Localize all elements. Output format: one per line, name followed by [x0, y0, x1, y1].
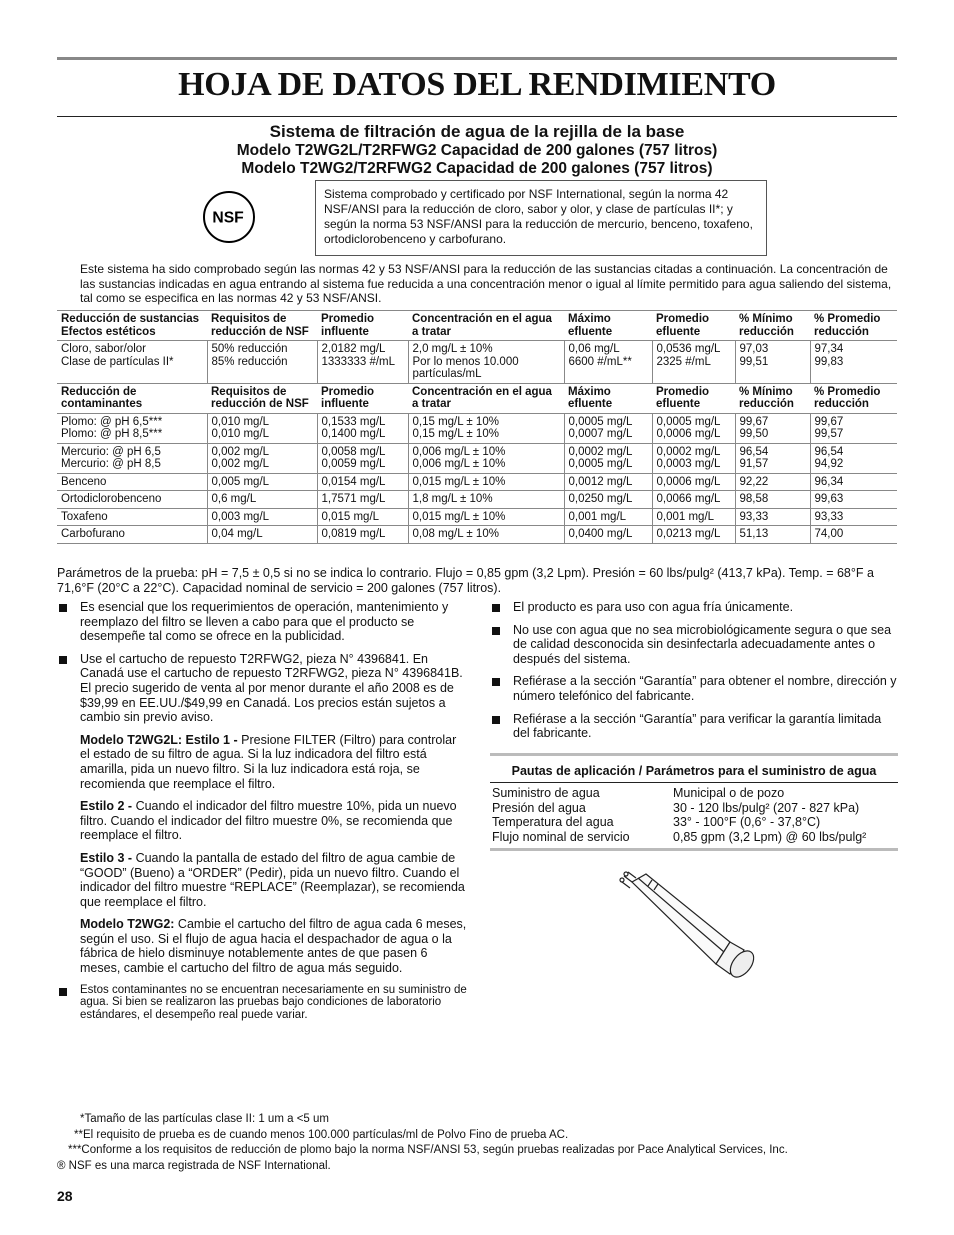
guidelines-table — [490, 786, 898, 844]
table-row — [490, 830, 898, 845]
column-header: Promedio efluente — [656, 385, 710, 410]
table-cell: 0,0002 mg/L 0,0005 mg/L — [564, 443, 652, 473]
table-cell: Temperatura del agua — [492, 815, 614, 829]
performance-table — [57, 310, 897, 544]
table-cell: 0,0005 mg/L 0,0007 mg/L — [564, 413, 652, 443]
intro-text: Este sistema ha sido comprobado según las normas 42 y 53 NSF/ANSI para la reducción de las sustancias citadas a continuación. La concentración de las sustancias indicadas en agua entrando al sistema fue reducida a una concentración menor o igual al límite permitido para agua saliendo del sistema, tal como se especifica en las normas 42 y 53 NSF/ANSI. — [80, 262, 892, 305]
table-cell: 0,0002 mg/L 0,0003 mg/L — [652, 443, 735, 473]
table-cell: Carbofurano — [61, 528, 125, 540]
table-cell: 0,0066 mg/L — [652, 491, 735, 509]
column-header: Requisitos de reducción de NSF — [211, 385, 309, 410]
table-cell: 99,67 99,50 — [735, 413, 810, 443]
table-cell: 0,001 mg/L — [652, 508, 735, 526]
table-cell: 96,54 91,57 — [735, 443, 810, 473]
column-header: % Promedio reducción — [814, 385, 881, 410]
table-cell: Suministro de agua — [492, 786, 600, 800]
table-cell: Mercurio: @ pH 6,5 Mercurio: @ pH 8,5 — [61, 445, 161, 470]
table-cell: 30 - 120 lbs/pulg² (207 - 827 kPa) — [673, 800, 860, 815]
table-cell: Benceno — [61, 475, 107, 488]
square-bullet-icon — [492, 716, 500, 724]
square-bullet-icon — [59, 604, 67, 612]
table-cell: 0,015 mg/L ± 10% — [408, 473, 564, 491]
column-header: Máximo efluente — [568, 385, 613, 410]
table-cell: 1,8 mg/L ± 10% — [408, 491, 564, 509]
table-cell: 0,006 mg/L ± 10% 0,006 mg/L ± 10% — [408, 443, 564, 473]
table-row — [57, 473, 897, 491]
column-header: Máximo efluente — [568, 313, 613, 338]
table-row — [57, 443, 897, 473]
guidelines-title: Pautas de aplicación / Parámetros para el suministro de agua — [490, 756, 898, 783]
list-item: El producto es para uso con agua fría únicamente. — [490, 600, 898, 615]
table-row — [490, 786, 898, 801]
column-header: % Promedio reducción — [814, 313, 881, 338]
table-cell: 0,15 mg/L ± 10% 0,15 mg/L ± 10% — [408, 413, 564, 443]
model-line-1: Modelo T2WG2L/T2RFWG2 Capacidad de 200 galones (757 litros) — [236, 142, 718, 159]
test-parameters: Parámetros de la prueba: pH = 7,5 ± 0,5 si no se indica lo contrario. Flujo = 0,85 gpm (3,2 Lpm). Presión = 60 lbs/pulg² (413,7 kPa). Temp. = 68°F a 71,6°F (20°C a 22°C). Capacidad nominal de servicio = 200 galones (757 litros). — [57, 566, 874, 595]
table-cell: 0,06 mg/L 6600 #/mL** — [564, 341, 652, 384]
list-item: No use con agua que no sea microbiológicamente segura o que sea de calidad desconocida sin desinfectarla adecuadamente antes o después del sistema. — [490, 623, 898, 667]
column-header: % Mínimo reducción — [739, 313, 794, 338]
list-item: Es esencial que los requerimientos de operación, mantenimiento y reemplazo del filtro se lleven a cabo para que el producto se desempeñe tal como se ofrece en la publicidad. — [57, 600, 467, 644]
table-cell: 50% reducción 85% reducción — [207, 341, 317, 384]
table-cell: 0,0400 mg/L — [564, 526, 652, 544]
application-guidelines — [490, 753, 898, 851]
square-bullet-icon — [59, 656, 67, 664]
top-rule — [57, 57, 897, 60]
list-item: Use el cartucho de repuesto T2RFWG2, pieza N° 4396841. En Canadá use el cartucho de repuesto T2RFWG2, pieza N° 4396841B. El precio sugerido de venta al por menor durante el año 2008 es de $39,99 en EE.UU./$49,99 en Canadá. Los precios están sujetos a cambio sin previo aviso. — [57, 652, 467, 725]
list-item: Refiérase a la sección “Garantía” para verificar la garantía limitada del fabricante. — [490, 712, 898, 741]
table-cell: 74,00 — [810, 526, 897, 544]
system-subtitle: Sistema de filtración de agua de la rejilla de la base — [269, 122, 685, 141]
column-header: Promedio influente — [321, 385, 375, 410]
table-header-row — [57, 311, 897, 341]
table-cell: 97,34 99,83 — [810, 341, 897, 384]
table-cell: 0,0213 mg/L — [652, 526, 735, 544]
table-row — [490, 801, 898, 816]
table-row — [57, 508, 897, 526]
table-cell: 51,13 — [735, 526, 810, 544]
style1-paragraph: Modelo T2WG2L: Estilo 1 - Presione FILTER (Filtro) para controlar el estado de su filtro de agua. Si la luz indicadora del filtro está amarilla, pida un nuevo filtro. Si la luz indicadora está roja, se recomienda que reemplace el filtro. — [80, 732, 457, 791]
table-cell: 93,33 — [810, 508, 897, 526]
table-cell: 0,04 mg/L — [207, 526, 317, 544]
left-column — [57, 600, 467, 1030]
table-cell: 2,0 mg/L ± 10% Por lo menos 10.000 partículas/mL — [408, 341, 564, 384]
table-header-row — [57, 383, 897, 413]
column-header: Promedio influente — [321, 313, 375, 338]
model-line-2: Modelo T2WG2/T2RFWG2 Capacidad de 200 galones (757 litros) — [241, 160, 713, 177]
footnote: **El requisito de prueba es de cuando menos 100.000 partículas/ml de Polvo Fino de prueba AC. — [74, 1128, 569, 1141]
table-cell: 96,34 — [810, 473, 897, 491]
table-cell: 0,1533 mg/L 0,1400 mg/L — [317, 413, 408, 443]
table-cell: 0,0154 mg/L — [317, 473, 408, 491]
table-cell: 0,0012 mg/L — [564, 473, 652, 491]
table-cell: 2,0182 mg/L 1333333 #/mL — [317, 341, 408, 384]
table-row — [57, 526, 897, 544]
table-cell: 0,0536 mg/L 2325 #/mL — [652, 341, 735, 384]
square-bullet-icon — [59, 988, 67, 996]
table-cell: Ortodiclorobenceno — [61, 493, 162, 505]
table-cell: 0,003 mg/L — [207, 508, 317, 526]
list-item: Estos contaminantes no se encuentran necesariamente en su suministro de agua. Si bien se realizaron las pruebas bajo condiciones de laboratorio estándares, el desempeño real puede variar. — [57, 984, 467, 1022]
table-cell: 0,0005 mg/L 0,0006 mg/L — [652, 413, 735, 443]
table-row — [490, 815, 898, 830]
column-header: Promedio efluente — [656, 313, 710, 338]
table-cell: 0,015 mg/L ± 10% — [408, 508, 564, 526]
table-cell: 1,7571 mg/L — [317, 491, 408, 509]
column-header: Requisitos de reducción de NSF — [211, 313, 309, 338]
column-header: Reducción de sustancias Efectos estéticos — [61, 313, 200, 338]
table-cell: 0,0006 mg/L — [652, 473, 735, 491]
table-cell: 0,010 mg/L 0,010 mg/L — [207, 413, 317, 443]
table-row — [57, 413, 897, 443]
style3-paragraph: Estilo 3 - Cuando la pantalla de estado del filtro de agua cambie de “GOOD” (Bueno) a “ORDER” (Pedir), pida un nuevo filtro. Cuando el indicador del filtro muestre “REPLACE” (Reemplazar), se recomienda que reemplace el filtro. — [80, 850, 465, 909]
table-cell: 0,001 mg/L — [564, 508, 652, 526]
table-cell: Toxafeno — [61, 510, 108, 523]
table-cell: 92,22 — [735, 473, 810, 491]
table-cell: 98,58 — [735, 491, 810, 509]
table-cell: Presión del agua — [492, 800, 586, 815]
table-cell: 99,67 99,57 — [810, 413, 897, 443]
footnote: *Tamaño de las partículas clase II: 1 um a <5 um — [80, 1113, 329, 1125]
table-cell: 0,0058 mg/L 0,0059 mg/L — [317, 443, 408, 473]
table-cell: Plomo: @ pH 6,5*** Plomo: @ pH 8,5*** — [61, 415, 163, 440]
table-cell: 33° - 100°F (0,6° - 37,8°C) — [673, 815, 821, 829]
footnote: ***Conforme a los requisitos de reducción de plomo bajo la norma NSF/ANSI 53, según pruebas realizadas por Pace Analytical Services, Inc. — [68, 1144, 788, 1156]
square-bullet-icon — [492, 678, 500, 686]
style2-paragraph: Estilo 2 - Cuando el indicador del filtro muestre 10%, pida un nuevo filtro. Cuando el indicador del filtro muestre 0%, se recomienda que reemplace el filtro. — [80, 799, 457, 843]
table-cell: 99,63 — [810, 491, 897, 509]
column-header: Concentración en el agua a tratar — [412, 313, 552, 338]
table-cell: 96,54 94,92 — [810, 443, 897, 473]
column-header: Concentración en el agua a tratar — [412, 385, 552, 410]
nsf-logo-text: NSF — [212, 209, 244, 227]
table-row — [57, 491, 897, 509]
nsf-logo-icon — [203, 191, 255, 243]
t2wg2-paragraph: Modelo T2WG2: Cambie el cartucho del filtro de agua cada 6 meses, según el uso. Si el flujo de agua hacia el despachador de agua o la fábrica de hielo disminuye notablemente antes de que pasen 6 meses, cambie el cartucho del filtro de agua más seguido. — [80, 917, 467, 976]
table-cell: 93,33 — [735, 508, 810, 526]
table-cell: 0,85 gpm (3,2 Lpm) @ 60 lbs/pulg² — [673, 829, 867, 844]
table-row — [57, 341, 897, 384]
table-cell: Municipal o de pozo — [673, 786, 785, 800]
table-cell: 0,6 mg/L — [207, 491, 317, 509]
table-cell: 0,002 mg/L 0,002 mg/L — [207, 443, 317, 473]
footnote: ® NSF es una marca registrada de NSF International. — [57, 1159, 331, 1172]
footnotes — [57, 1112, 897, 1174]
table-cell: 0,0250 mg/L — [564, 491, 652, 509]
page-number: 28 — [57, 1188, 73, 1204]
table-cell: 97,03 99,51 — [735, 341, 810, 384]
table-cell: 0,0819 mg/L — [317, 526, 408, 544]
title-rule — [57, 116, 897, 117]
table-cell: Cloro, sabor/olor Clase de partículas II* — [61, 343, 174, 368]
water-filter-cartridge-icon — [618, 868, 768, 983]
certification-box: Sistema comprobado y certificado por NSF International, según la norma 42 NSF/ANSI para la reducción de cloro, sabor y olor, y clase de partículas II*; y según la norma 53 NSF/ANSI para la reducción de mercurio, benceno, toxafeno, ortodiclorobenceno y carbofurano. — [315, 180, 767, 256]
right-column — [490, 600, 898, 749]
table-cell: 0,08 mg/L ± 10% — [408, 526, 564, 544]
table-cell: 0,015 mg/L — [317, 508, 408, 526]
page-title: HOJA DE DATOS DEL RENDIMIENTO — [178, 66, 776, 103]
table-cell: Flujo nominal de servicio — [492, 829, 630, 844]
square-bullet-icon — [492, 627, 500, 635]
list-item: Refiérase a la sección “Garantía” para obtener el nombre, dirección y número telefónico del fabricante. — [490, 674, 898, 703]
square-bullet-icon — [492, 604, 500, 612]
column-header: % Mínimo reducción — [739, 385, 794, 410]
column-header: Reducción de contaminantes — [61, 385, 143, 410]
divider — [490, 848, 898, 851]
table-cell: 0,005 mg/L — [207, 473, 317, 491]
